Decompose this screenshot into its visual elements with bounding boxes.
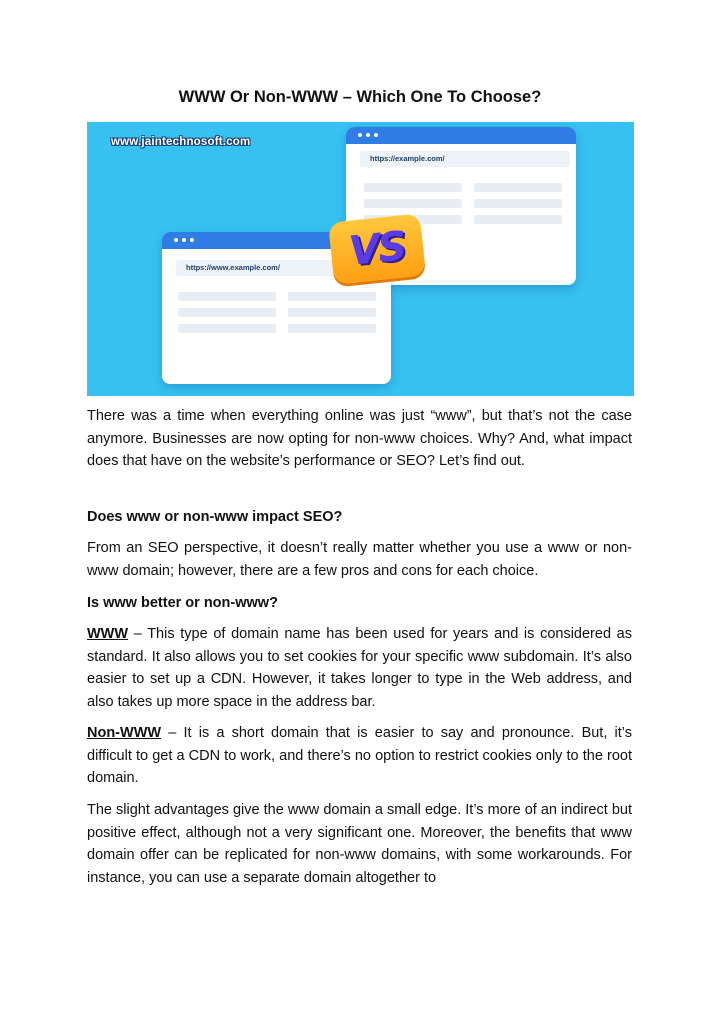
intro-paragraph: There was a time when everything online was just “www”, but that’s not the case anymore. Businesses are now opting for non-www choices. Why? And, what impact does that have on the website’s performance or SEO? Let’s find out. — [87, 408, 632, 469]
nonwww-paragraph — [87, 722, 632, 790]
window-dots-icon — [174, 238, 194, 242]
placeholder-line — [288, 308, 376, 317]
vs-badge-icon — [328, 213, 426, 284]
seo-paragraph: From an SEO perspective, it doesn’t really matter whether you use a www or non-www domain; however, there are a few pros and cons for each choice. — [87, 540, 632, 579]
url-bar-nonwww: https://example.com/ — [360, 151, 570, 167]
www-term: WWW — [87, 626, 129, 642]
browser-titlebar — [346, 127, 576, 144]
nonwww-term: Non-WWW — [87, 725, 162, 741]
www-paragraph — [87, 623, 632, 713]
placeholder-line — [178, 308, 276, 317]
placeholder-line — [474, 215, 562, 224]
www-description: – This type of domain name has been used for years and is considered as standard. It also allows you to set cookies for your specific www subdomain. It’s also easier to set up a CDN. However, it takes longer to type in the Web address, and also takes up more space in the address bar. — [87, 626, 632, 710]
page-title: WWW Or Non-WWW – Which One To Choose? — [178, 88, 542, 106]
placeholder-line — [288, 324, 376, 333]
placeholder-line — [364, 199, 462, 208]
section-heading-better: Is www better or non-www? — [87, 595, 278, 611]
window-dots-icon — [358, 133, 378, 137]
url-bar-www: https://www.example.com/ — [176, 260, 386, 276]
conclusion-paragraph: The slight advantages give the www domain a small edge. It’s more of an indirect but positive effect, although not a very significant one. Moreover, the benefits that www domain offer can be replicated for non-www domains, with some workarounds. For instance, you can use a separate domain altogether to — [87, 802, 632, 886]
placeholder-line — [178, 292, 276, 301]
section-heading-seo: Does www or non-www impact SEO? — [87, 509, 343, 525]
placeholder-line — [178, 324, 276, 333]
watermark-logo: www.jaintechnosoft.com — [111, 136, 251, 148]
placeholder-line — [288, 292, 376, 301]
hero-image — [87, 122, 634, 396]
placeholder-line — [474, 199, 562, 208]
placeholder-line — [364, 183, 462, 192]
nonwww-description: – It is a short domain that is easier to say and pronounce. But, it’s difficult to get a CDN to work, and there’s no option to restrict cookies only to the root domain. — [87, 725, 632, 786]
placeholder-line — [474, 183, 562, 192]
vs-label: VS — [346, 223, 408, 275]
